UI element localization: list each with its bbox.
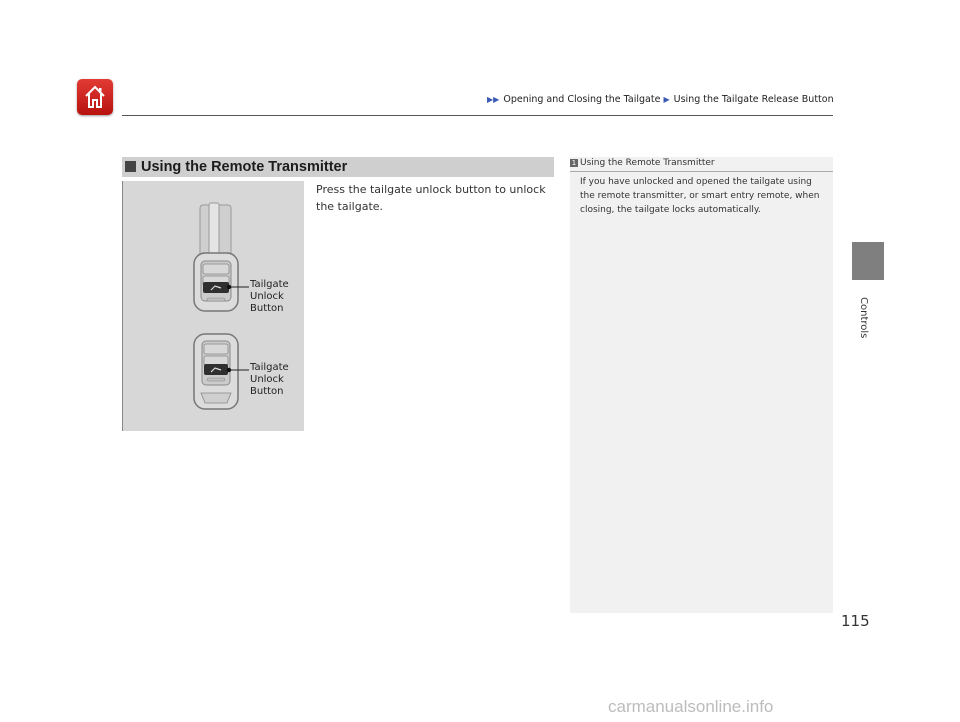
page-number: 115 xyxy=(841,612,870,630)
breadcrumb-arrow-icon: ▶ xyxy=(663,95,670,104)
callout-text: Tailgate Unlock Button xyxy=(250,279,289,314)
reference-marker-icon: 1 xyxy=(571,159,577,167)
breadcrumb xyxy=(487,94,834,105)
breadcrumb-item-opening-closing-tailgate[interactable]: Opening and Closing the Tailgate xyxy=(503,94,661,105)
tailgate-unlock-button-callout xyxy=(250,362,289,398)
note-title-text: Using the Remote Transmitter xyxy=(580,158,715,168)
callout-text: Tailgate Unlock Button xyxy=(250,362,289,397)
note-title xyxy=(570,158,715,168)
remote-with-key-icon xyxy=(194,203,238,311)
tailgate-unlock-button-callout xyxy=(250,279,289,315)
sidebar-tab-marker[interactable] xyxy=(852,242,884,280)
smart-entry-remote-icon xyxy=(194,334,238,409)
section-title: Using the Remote Transmitter xyxy=(141,159,348,175)
note-body: If you have unlocked and opened the tailgate using the remote transmitter, or smart entry remote, when closing, the tailgate locks automatically. xyxy=(580,177,820,215)
section-body-text: Press the tailgate unlock button to unlock the tailgate. xyxy=(316,183,546,213)
home-button[interactable] xyxy=(77,79,113,115)
home-icon xyxy=(83,84,107,110)
side-note xyxy=(570,157,833,613)
breadcrumb-item-tailgate-release-button[interactable]: Using the Tailgate Release Button xyxy=(673,94,834,105)
remote-transmitter-figure xyxy=(122,181,304,431)
sidebar-label: Controls xyxy=(858,297,869,339)
header-rule xyxy=(122,115,833,116)
note-divider xyxy=(570,171,833,172)
breadcrumb-arrow-icon: ▶▶ xyxy=(487,95,500,104)
square-bullet-icon xyxy=(125,161,136,172)
section-heading xyxy=(122,157,554,177)
watermark: carmanualsonline.info xyxy=(608,697,774,716)
